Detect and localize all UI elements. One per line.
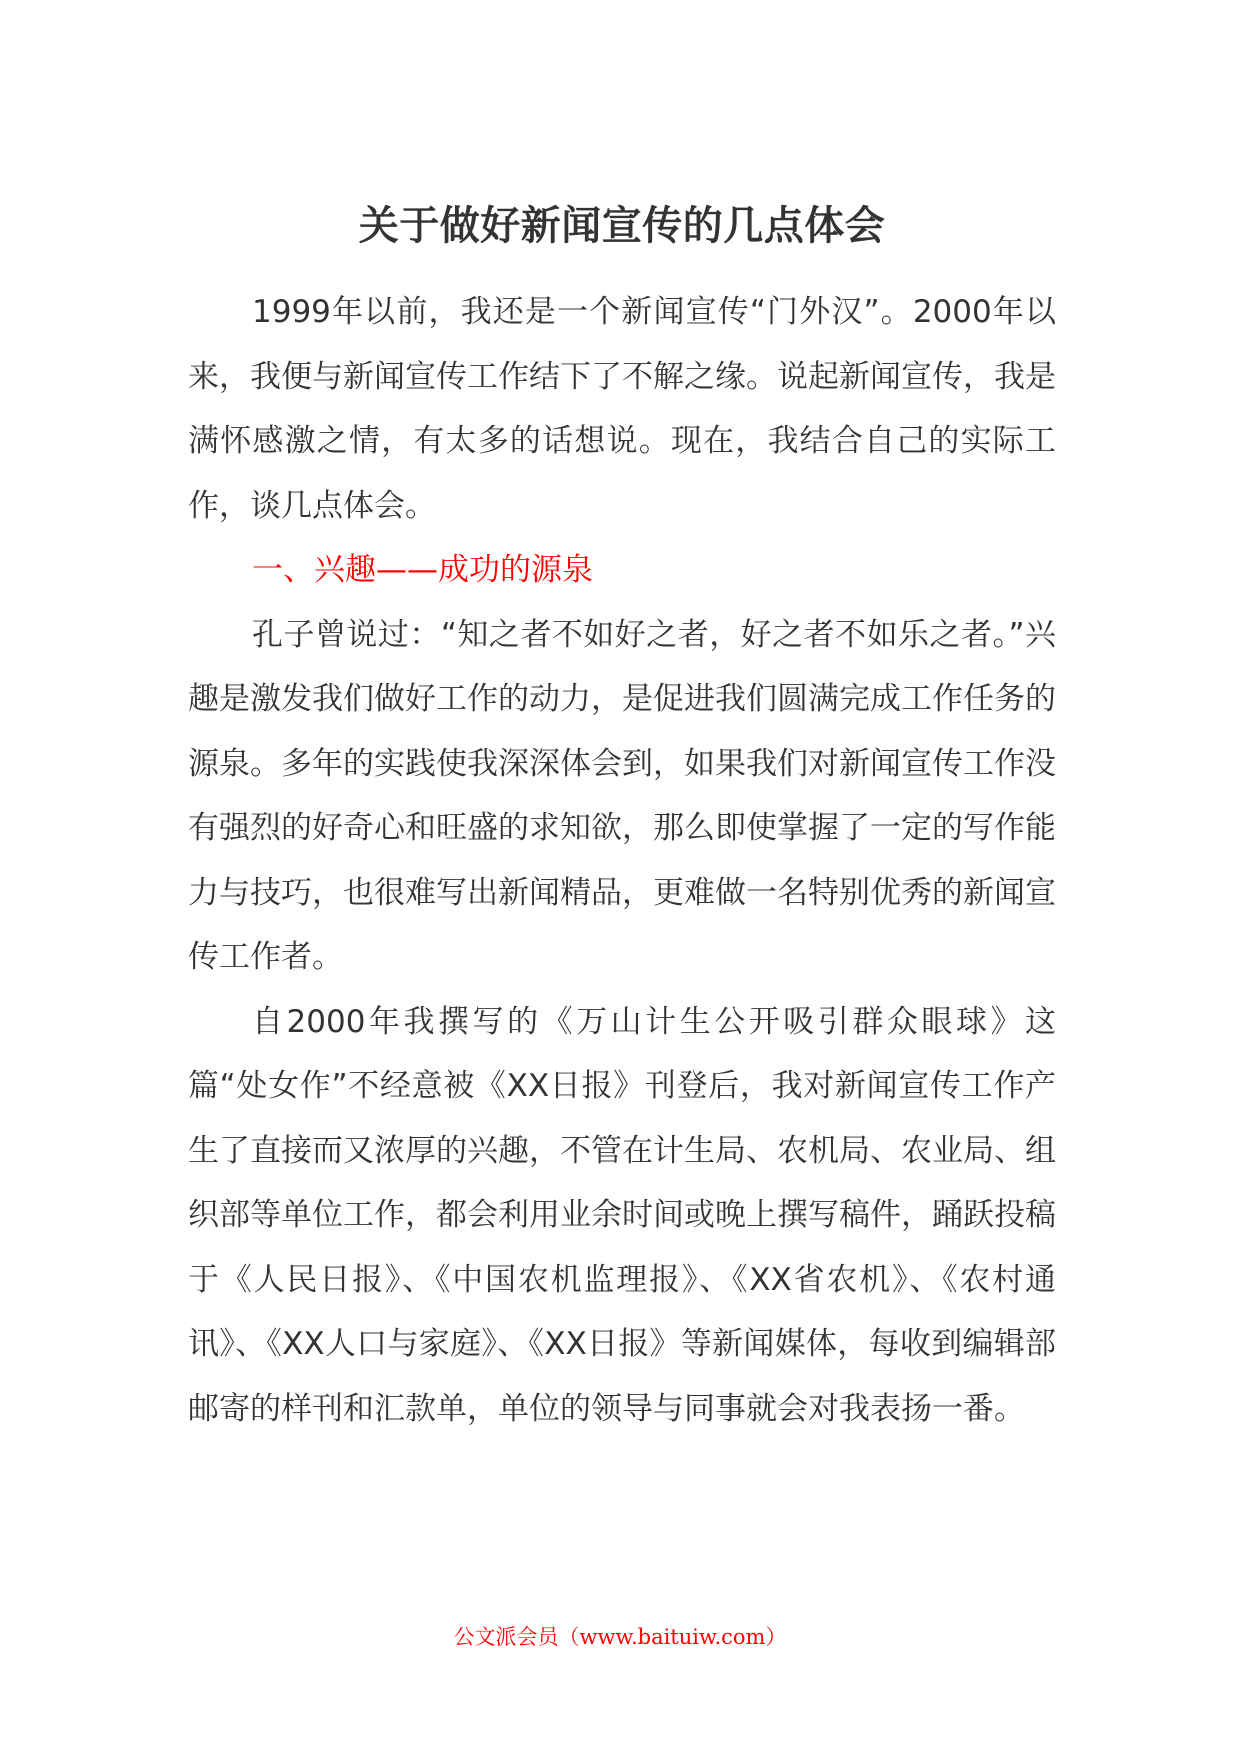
paragraph-experience: 自2000年我撰写的《万山计生公开吸引群众眼球》这篇“处女作”不经意被《XX日报》刊登后，我对新闻宣传工作产生了直接而又浓厚的兴趣，不管在计生局、农机局、农业局、组织部等单位工作，都会利用业余时间或晚上撰写稿件，踊跃投稿于《人民日报》、《中国农机监理报》、《XX省农机》、《农村通讯》、《XX人口与家庭》、《XX日报》等新闻媒体，每收到编辑部邮寄的样刊和汇款单，单位的领导与同事就会对我表扬一番。: [188, 1003, 1056, 1427]
footer-watermark: 公文派会员（www.baituiw.com）: [453, 1625, 787, 1649]
paragraph-intro: 1999年以前，我还是一个新闻宣传“门外汉”。2000年以来，我便与新闻宣传工作结下了不解之缘。说起新闻宣传，我是满怀感激之情，有太多的话想说。现在，我结合自己的实际工作，谈几点体会。: [188, 294, 1056, 524]
document-body: [188, 198, 1056, 1441]
section-heading: 一、兴趣——成功的源泉: [252, 552, 593, 588]
paragraph-confucius: 孔子曾说过：“知之者不如好之者，好之者不如乐之者。”兴趣是激发我们做好工作的动力，是促进我们圆满完成工作任务的源泉。多年的实践使我深深体会到，如果我们对新闻宣传工作没有强烈的好奇心和旺盛的求知欲，那么即使掌握了一定的写作能力与技巧，也很难写出新闻精品，更难做一名特别优秀的新闻宣传工作者。: [188, 616, 1056, 975]
document-title: 关于做好新闻宣传的几点体会: [358, 203, 886, 249]
